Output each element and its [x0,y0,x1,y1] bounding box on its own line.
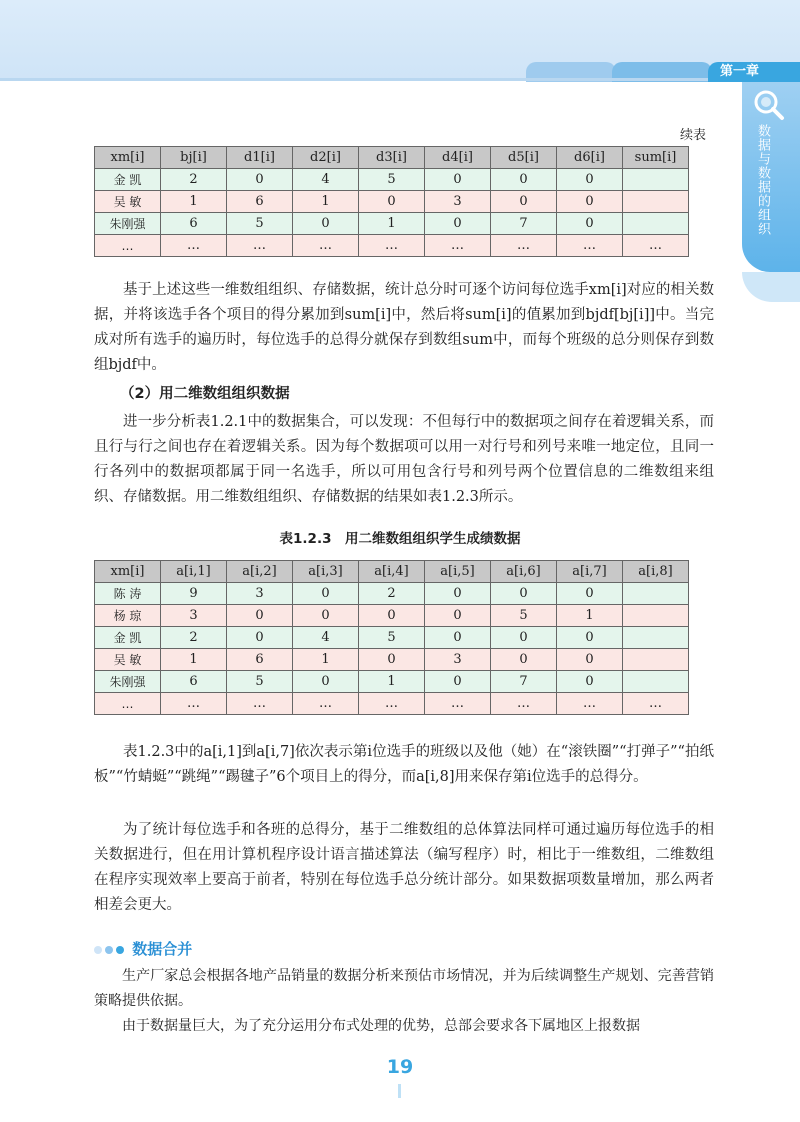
score-cell: 3 [161,605,227,627]
score-cell: 0 [359,191,425,213]
table-continued-label: 续表 [680,128,707,143]
score-cell: … [425,235,491,257]
score-cell: 0 [425,169,491,191]
section-title [94,938,192,959]
player-name-cell: … [95,235,161,257]
paragraph-merge-detail: 由于数据量巨大，为了充分运用分布式处理的优势，总部会要求各下属地区上报数据 [122,1018,640,1034]
player-name-cell: … [95,693,161,715]
table-row [95,649,689,671]
table-row [95,191,689,213]
score-cell: 0 [491,649,557,671]
table-row [95,169,689,191]
player-name-cell: 金 凯 [95,627,161,649]
section-title-text: 数据合并 [132,940,193,958]
score-cell: 1 [161,191,227,213]
score-cell: … [557,693,623,715]
player-name-cell: 金 凯 [95,169,161,191]
score-cell: 0 [293,213,359,235]
score-cell [623,213,689,235]
score-cell: 5 [359,169,425,191]
score-cell: 0 [557,191,623,213]
score-cell: 0 [491,583,557,605]
score-cell: 6 [161,213,227,235]
score-cell [623,583,689,605]
page-number: 19 [386,1056,414,1078]
score-cell: 5 [491,605,557,627]
score-cell: 0 [425,627,491,649]
bullet-dot-icon [105,946,113,954]
table-row [95,605,689,627]
magnifier-icon [750,86,786,122]
score-cell: 0 [557,627,623,649]
score-cell: 0 [293,671,359,693]
player-name-cell: 陈 涛 [95,583,161,605]
column-header: d5[i] [491,147,557,169]
score-cell: 6 [227,191,293,213]
score-cell: … [359,235,425,257]
score-cell: 3 [425,649,491,671]
column-header: a[i,3] [293,561,359,583]
score-cell: 9 [161,583,227,605]
column-header: a[i,2] [227,561,293,583]
column-header: d1[i] [227,147,293,169]
score-table-2d [94,560,689,715]
table-header-row [95,147,689,169]
score-cell: 0 [359,649,425,671]
score-cell: … [293,693,359,715]
score-cell: … [623,693,689,715]
table-row [95,627,689,649]
subheading-2d-array: （2）用二维数组组织数据 [120,386,290,402]
score-cell: 0 [425,671,491,693]
column-header: d4[i] [425,147,491,169]
column-header: a[i,8] [623,561,689,583]
score-cell: … [557,235,623,257]
score-cell: 2 [161,627,227,649]
column-header: a[i,4] [359,561,425,583]
score-cell: 0 [491,627,557,649]
paragraph-efficiency: 为了统计每位选手和各班的总得分，基于二维数组的总体算法同样可通过遍历每位选手的相关数据进行，但在用计算机程序设计语言描述算法（编写程序）时，相比于一维数组，二维数组在程序实现效率上要高于前者，特别在每位选手总分统计部分。如果数据项数量增加，那么两者相差会更大。 [94,822,714,913]
score-cell: 5 [359,627,425,649]
score-cell: … [227,235,293,257]
score-cell: 1 [557,605,623,627]
score-cell: 0 [425,213,491,235]
score-cell: 2 [161,169,227,191]
table-row [95,235,689,257]
table-row [95,671,689,693]
column-header: xm[i] [95,561,161,583]
score-cell: 4 [293,627,359,649]
column-header: a[i,6] [491,561,557,583]
column-header: d3[i] [359,147,425,169]
score-cell: … [161,235,227,257]
bullet-dot-icon [94,946,102,954]
score-cell: 0 [557,213,623,235]
side-title: 数据与数据的组织 [755,124,770,236]
score-cell: 0 [359,605,425,627]
score-cell [623,649,689,671]
paragraph-table-explanation: 表1.2.3中的a[i,1]到a[i,7]依次表示第i位选手的班级以及他（她）在“滚铁圈”“打弹子”“拍纸板”“竹蜻蜓”“跳绳”“踢毽子”6个项目上的得分，而a[i,8]用来保存第i位选手的总得分。 [94,744,714,785]
score-cell: 4 [293,169,359,191]
score-cell: … [491,693,557,715]
score-cell: 0 [293,605,359,627]
score-cell: 0 [425,605,491,627]
score-cell: 0 [557,169,623,191]
player-name-cell: 杨 琼 [95,605,161,627]
score-cell: 0 [557,583,623,605]
score-cell: 7 [491,213,557,235]
score-cell: … [623,235,689,257]
score-cell: … [161,693,227,715]
column-header: d2[i] [293,147,359,169]
score-cell [623,605,689,627]
score-cell: 6 [161,671,227,693]
score-cell: … [227,693,293,715]
score-cell: 1 [359,671,425,693]
score-cell: 0 [557,649,623,671]
score-cell: 6 [227,649,293,671]
score-cell: 0 [227,605,293,627]
column-header: a[i,5] [425,561,491,583]
score-cell [623,627,689,649]
table-row [95,693,689,715]
chapter-tab: 第一章 [708,62,800,82]
table-row [95,213,689,235]
player-name-cell: 吴 敏 [95,649,161,671]
score-cell: 0 [491,191,557,213]
column-header: d6[i] [557,147,623,169]
player-name-cell: 朱刚强 [95,213,161,235]
score-cell: … [425,693,491,715]
paragraph-2d-analysis: 进一步分析表1.2.1中的数据集合，可以发现：不但每行中的数据项之间存在着逻辑关系，而且行与行之间也存在着逻辑关系。因为每个数据项可以用一对行号和列号来唯一地定位，且同一行各列中的数据项都属于同一名选手，所以可用包含行号和列号两个位置信息的二维数组来组织、存储数据。用二维数组组织、存储数据的结果如表1.2.3所示。 [94,414,714,505]
score-cell: 3 [425,191,491,213]
score-cell [623,671,689,693]
player-name-cell: 朱刚强 [95,671,161,693]
score-cell: 1 [359,213,425,235]
score-cell: 5 [227,213,293,235]
table-row [95,583,689,605]
score-cell: 5 [227,671,293,693]
score-cell: 1 [293,649,359,671]
bullet-dot-icon [116,946,124,954]
score-cell: 0 [227,627,293,649]
column-header: sum[i] [623,147,689,169]
score-cell: 0 [425,583,491,605]
player-name-cell: 吴 敏 [95,191,161,213]
score-cell: 1 [293,191,359,213]
score-cell [623,169,689,191]
score-cell: 3 [227,583,293,605]
table-caption: 表1.2.3 用二维数组组织学生成绩数据 [279,531,521,547]
score-cell: 2 [359,583,425,605]
score-cell: 0 [557,671,623,693]
score-cell: 7 [491,671,557,693]
score-cell: … [491,235,557,257]
table-header-row [95,561,689,583]
column-header: bj[i] [161,147,227,169]
score-cell: 1 [161,649,227,671]
score-cell: 0 [293,583,359,605]
score-cell [623,191,689,213]
score-cell: 0 [227,169,293,191]
column-header: a[i,7] [557,561,623,583]
paragraph-merge-intro: 生产厂家总会根据各地产品销量的数据分析来预估市场情况，并为后续调整生产规划、完善营销策略提供依据。 [94,968,714,1009]
column-header: xm[i] [95,147,161,169]
score-cell: 0 [491,169,557,191]
column-header: a[i,1] [161,561,227,583]
side-curve-decor [742,272,800,302]
page-number-decor [398,1084,401,1098]
header-divider [0,78,800,81]
score-table-1d [94,146,689,257]
score-cell: … [359,693,425,715]
paragraph-1d-summary: 基于上述这些一维数组组织、存储数据，统计总分时可逐个访问每位选手xm[i]对应的相关数据，并将该选手各个项目的得分累加到sum[i]中，然后将sum[i]的值累加到bjdf[bj[i]]中。当完成对所有选手的遍历时，每位选手的总得分就保存到数组sum中，而每个班级的总分则保存到数组bjdf中。 [94,282,714,373]
score-cell: … [293,235,359,257]
